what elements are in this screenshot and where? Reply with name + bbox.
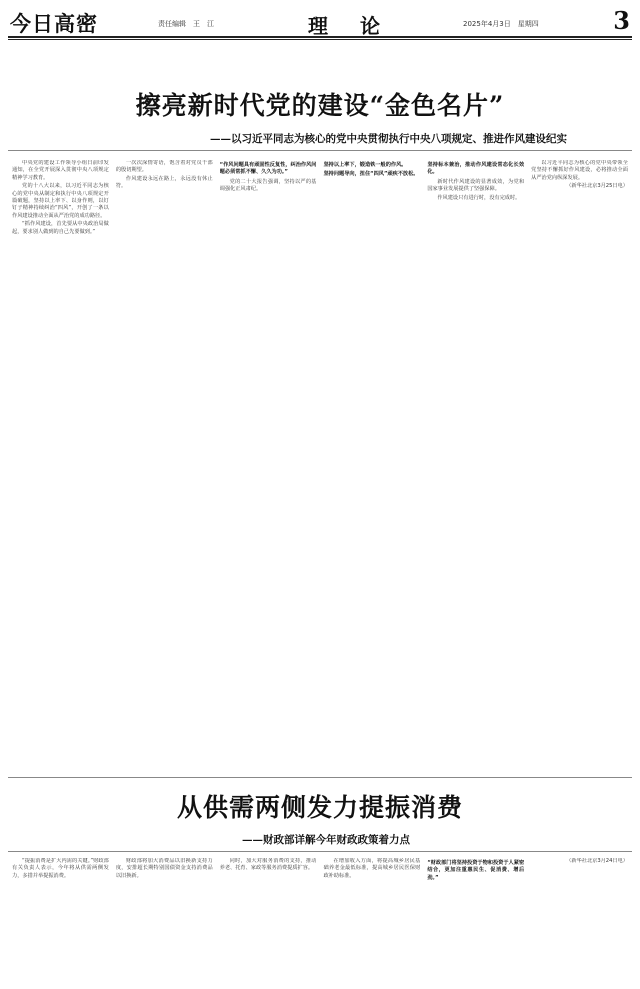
article1-paragraph: 坚持标本兼治，推动作风建设常态化长效化。: [427, 162, 525, 176]
section-divider: [8, 777, 632, 778]
newspaper-logo: 今日高密: [10, 11, 98, 36]
article2-column: [323, 858, 420, 984]
article1-paragraph: 党的二十大报告强调，坚持以严的基调强化正风肃纪。: [219, 178, 317, 193]
article1-paragraph: 新时代作风建设的显著成效，为党和国家事业发展提供了坚强保障。: [427, 178, 525, 193]
editor-credit: 责任编辑 王 江: [158, 20, 214, 28]
article1-paragraph: “作风问题具有顽固性反复性，纠治作风问题必须常抓不懈、久久为功。”: [219, 162, 317, 176]
article1-paragraph: 坚持问题导向，扭住“四风”顽疾不放松。: [323, 171, 419, 178]
article1-body: [12, 160, 628, 780]
article1-paragraph: 坚持以上率下，锻造铁一般的作风。: [323, 162, 407, 168]
article2-rule: [8, 851, 632, 852]
page-number: 3: [613, 6, 630, 35]
article2-headline: 从供需两侧发力提振消费: [176, 793, 463, 822]
masthead-rule: [8, 39, 632, 40]
article1-paragraph: 中央党的建设工作领导小组日前印发通知，在全党开展深入贯彻中央八项规定精神学习教育。: [12, 160, 109, 181]
article1-paragraph: 一次次深情寄语，饱含着对党员干部的殷切期望。: [115, 160, 213, 174]
article1-subtitle: ——以习近平同志为核心的党中央贯彻执行中央八项规定、推进作风建设纪实: [210, 133, 567, 145]
issue-date: 2025年4月3日 星期四: [463, 20, 539, 28]
article1-paragraph: “抓作风建设，首先要从中央政治局做起，要求别人做到的自己先要做到。”: [12, 221, 109, 235]
article2-paragraph: 同时，加大对服务消费的支持，推动养老、托育、家政等服务消费提质扩容。: [219, 858, 317, 872]
article1-paragraph: 作风建设永远在路上，永远没有休止符。: [115, 175, 213, 190]
article1-rule: [8, 150, 632, 151]
article1-column: [12, 160, 109, 780]
masthead: [8, 6, 632, 38]
article1-paragraph: 以习近平同志为核心的党中央带领全党坚持不懈抓好作风建设，必将推动全面从严治党向纵深发展。: [531, 160, 628, 181]
article2-source: （新华社北京3月24日电）: [566, 858, 628, 864]
article1-column: [220, 160, 317, 780]
article2-paragraph: 财政部将加大消费品以旧换新支持力度，安排超长期特别国债资金支持消费品以旧换新。: [115, 858, 213, 879]
article1-column: [116, 160, 213, 780]
article2-subtitle: ——财政部详解今年财政政策着力点: [242, 834, 410, 846]
article1-source: （新华社北京3月25日电）: [566, 183, 628, 190]
article2-column: [427, 858, 524, 984]
article2-body: [12, 858, 628, 984]
article2-paragraph: 在增加收入方面，将提高城乡居民基础养老金最低标准，提高城乡居民医保财政补助标准。: [323, 858, 421, 879]
article1-column: [531, 160, 628, 780]
article2-paragraph: “提振消费是扩大内需的关键。”财政部有关负责人表示，今年将从供需两侧发力，多措并举提振消费。: [12, 858, 109, 879]
article1-column: [427, 160, 524, 780]
article2-column: [12, 858, 109, 984]
article1-paragraph: 作风建设只有进行时，没有完成时。: [437, 194, 521, 201]
section-title: 理 论: [308, 14, 386, 38]
article2-column: [220, 858, 317, 984]
article1-paragraph: 党的十八大以来，以习近平同志为核心的党中央从制定和执行中央八项规定开篇破题，坚持以上率下、以身作则，以钉钉子精神持续纠治“四风”，开创了一条以作风建设推动全面从严治党的成功路径。: [12, 183, 109, 219]
article2-column: [116, 858, 213, 984]
article2-column: [531, 858, 628, 984]
article2-paragraph: “财政部门将坚持投资于物和投资于人紧密结合，更加注重惠民生、促消费、增后劲。”: [427, 860, 525, 881]
article1-column: [323, 160, 420, 780]
article1-headline: 擦亮新时代党的建设“金色名片”: [135, 91, 505, 120]
